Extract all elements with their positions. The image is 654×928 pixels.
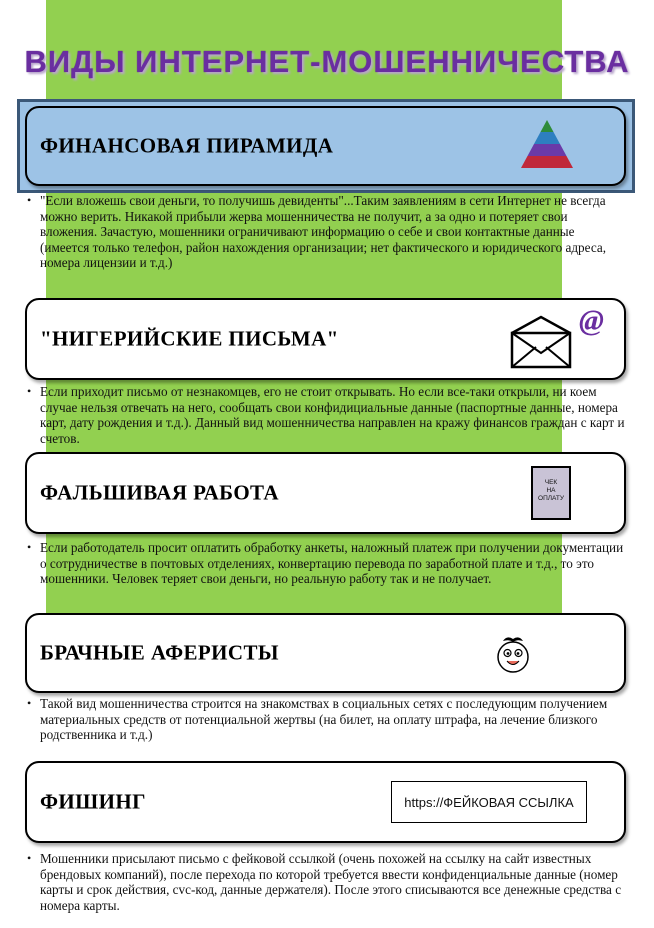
section-heading: ФИШИНГ xyxy=(40,789,146,814)
face-icon xyxy=(495,631,531,675)
section-card-phishing[interactable] xyxy=(25,761,626,843)
section-description: • Мошенники присылают письмо с фейковой ссылкой (очень похожей на ссылку на сайт известных брендовых компаний), после перехода по которой требуется ввести конфиденциальные данные (номер карты и срок действия, cvc-код, данные держателя). После этого списываются все денежные средства с номера карты. xyxy=(27,851,622,913)
at-sign-icon: @ xyxy=(579,304,604,337)
page-title: ВИДЫ ИНТЕРНЕТ-МОШЕННИЧЕСТВА xyxy=(24,44,630,79)
section-card-nigerian-letters[interactable] xyxy=(25,298,626,380)
section-description: • Такой вид мошенничества строится на знакомствах в социальных сетях с последующим получением материальных средств от потенциальной жертвы (на билет, на оплату штрафа, на лечение близкого родственника и т.д.) xyxy=(27,696,608,743)
sign-icon: ЧЕК НА ОПЛАТУ xyxy=(531,466,571,520)
section-heading: БРАЧНЫЕ АФЕРИСТЫ xyxy=(40,640,279,665)
section-description: • Если работодатель просит оплатить обработку анкеты, наложный платеж при получении документации о сотрудничестве в почтовых отделениях, конвертацию перевода по заработной плате и т.д., то это мошенники. Человек теряет свои деньги, но реальную работу так и не получает. xyxy=(27,540,624,587)
section-card-pyramid[interactable] xyxy=(25,106,626,186)
section-heading: ФИНАНСОВАЯ ПИРАМИДА xyxy=(40,133,334,158)
section-card-marriage-scammers[interactable] xyxy=(25,613,626,693)
section-card-fake-job[interactable] xyxy=(25,452,626,534)
pyramid-icon xyxy=(517,118,577,176)
envelope-icon xyxy=(510,315,574,371)
section-heading: ФАЛЬШИВАЯ РАБОТА xyxy=(40,480,279,505)
section-heading: "НИГЕРИЙСКИЕ ПИСЬМА" xyxy=(40,326,339,351)
fake-link-box[interactable]: https://ФЕЙКОВАЯ ССЫЛКА xyxy=(391,781,587,823)
section-description: • "Если вложешь свои деньги, то получишь девиденты"...Таким заявлениям в сети Интернет не всегда можно верить. Никакой прибыли жерва мошенничества не получит, а за одно и потеряет свои вложения. Зачастую, мошенники ограничивают информацию о себе и свои контактные данные (имеется только телефон, район нахождения организации; нет фактического и юридического адреса, номера лицензии и т.д.) xyxy=(27,193,606,271)
section-description: • Если приходит письмо от незнакомцев, его не стоит открывать. Но если все-таки открыли, ни коем случае нельзя отвечать на него, сообщать свои конфидициальные данные (паспортные данные, номера карт, дату рождения и т.д.). Данный вид мошенничества направлен на кражу финансов граждан с карт и счетов. xyxy=(27,384,625,446)
